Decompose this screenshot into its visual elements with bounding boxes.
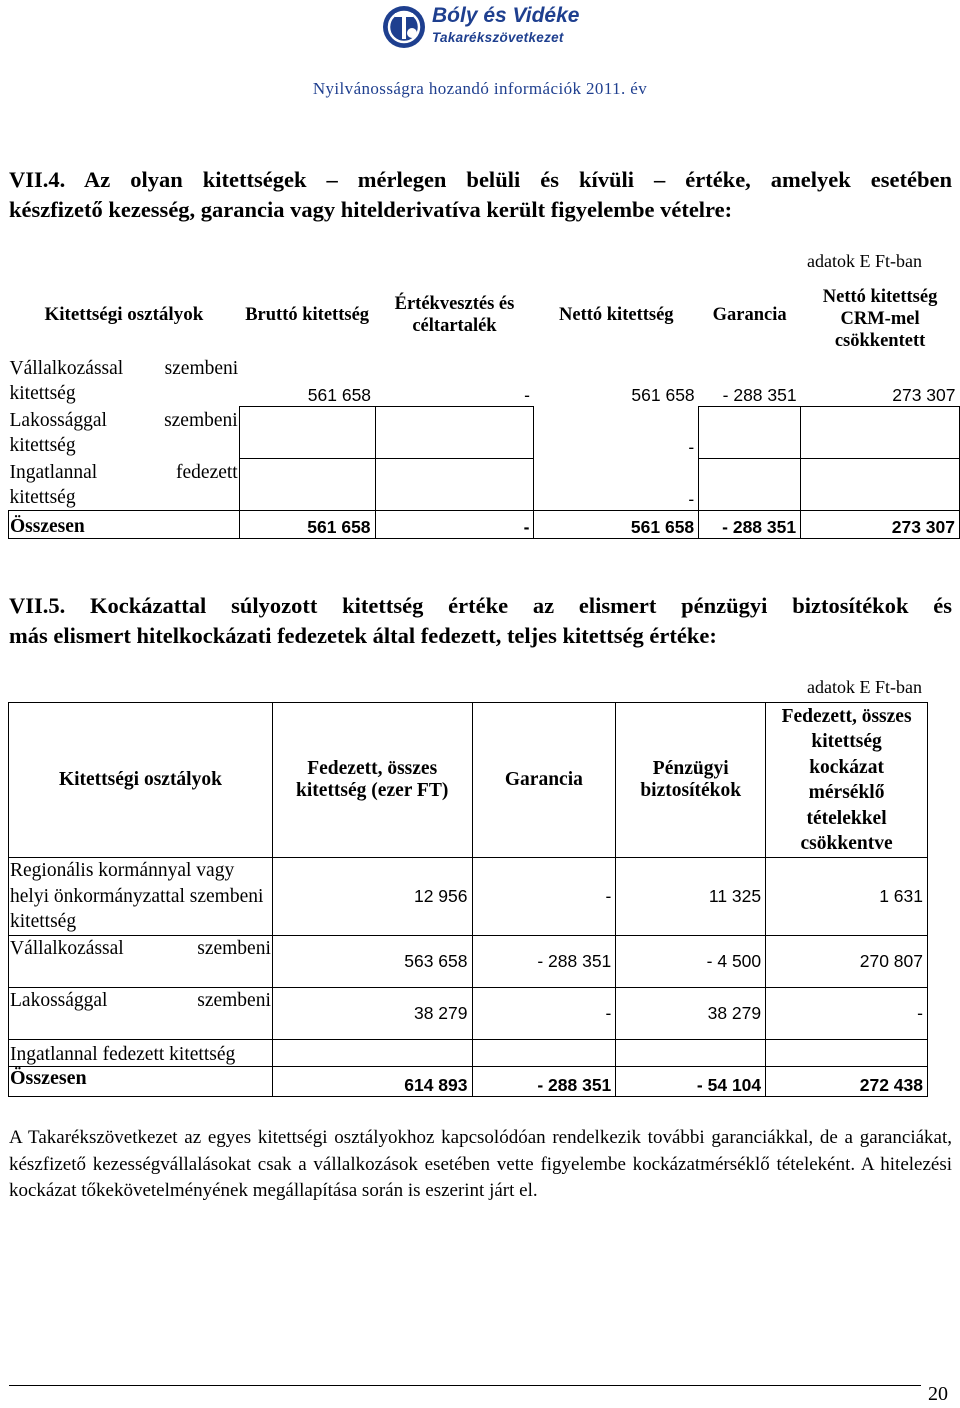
table-row (9, 458, 960, 510)
total-garancia: - 288 351 (699, 510, 801, 538)
cell-fedezett: 563 658 (272, 936, 472, 988)
cell-csokkentve: 1 631 (766, 858, 928, 936)
row-label: Regionális kormánnyal vagy helyi önkormányzattal szembeni kitettség (9, 858, 273, 936)
cell-brutto (239, 458, 375, 510)
row-label-line1: Vállalkozással szembeni (10, 938, 271, 959)
cell-garancia: - (472, 858, 616, 936)
cell-penzugyi: - 4 500 (616, 936, 766, 988)
table-row (9, 1040, 928, 1067)
cell-fedezett (272, 1040, 472, 1067)
cell-garancia (699, 406, 801, 458)
section1-heading-line1: VII.4. Az olyan kitettségek – mérlegen belüli és kívüli – értéke, amelyek esetében (9, 167, 952, 192)
cell-ertekvesztes: - (524, 384, 530, 405)
row-label-cont: kitettség (9, 486, 76, 508)
s1-col-header-ertekvesztes: Értékvesztés és céltartalék (394, 293, 515, 336)
table-row (9, 354, 960, 406)
cell-garancia: - (472, 988, 616, 1040)
row-label-cont: kitettség (9, 383, 76, 404)
cell-penzugyi (616, 1040, 766, 1067)
section1-unit-label: adatok E Ft-ban (807, 251, 922, 271)
section2-header-row (9, 703, 928, 858)
cell-garancia (699, 458, 801, 510)
s1-col-header-brutto: Bruttó kitettség (245, 304, 370, 325)
section1-table (8, 275, 960, 539)
total-fedezett: 614 893 (272, 1067, 472, 1097)
document-subtitle: Nyilvánosságra hozandó információk 2011. év (312, 79, 648, 98)
table-row (9, 406, 960, 458)
cell-brutto: 561 658 (307, 384, 372, 405)
s1-col-header-garancia: Garancia (712, 304, 787, 325)
s1-col-header-netto: Nettó kitettség (559, 304, 674, 325)
logo-subtitle: Takarékszövetkezet (432, 30, 564, 45)
row-label: Ingatlannal fedezett kitettség (9, 1040, 273, 1067)
cell-ertekvesztes (375, 458, 534, 510)
section2-table (8, 702, 928, 1097)
cell-netto: - (688, 437, 695, 457)
total-garancia: - 288 351 (472, 1067, 616, 1097)
cell-csokkentve: 270 807 (766, 936, 928, 988)
section2-unit-label: adatok E Ft-ban (807, 677, 922, 697)
total-ertekvesztes: - (375, 510, 534, 538)
table-total-row (9, 1067, 928, 1097)
s2-col-header-garancia: Garancia (472, 703, 616, 858)
cell-crm: 273 307 (892, 384, 956, 405)
cell-crm (801, 458, 960, 510)
table-row (9, 988, 928, 1040)
cell-csokkentve: - (766, 988, 928, 1040)
s2-col-header-penzugyi: Pénzügyi biztosítékok (616, 703, 766, 858)
s2-col-header-csokkentve: Fedezett, összes kitettség kockázat mérséklő tételekkel csökkentve (766, 703, 928, 858)
s1-col-header-crm: Nettó kitettség CRM-mel csökkentett (822, 286, 938, 351)
table-row (9, 858, 928, 936)
s2-col-header-fedezett: Fedezett, összes kitettség (ezer FT) (272, 703, 472, 858)
cell-penzugyi: 38 279 (616, 988, 766, 1040)
cell-garancia (472, 1040, 616, 1067)
row-label (9, 936, 273, 988)
row-label (9, 988, 273, 1040)
table-row (9, 936, 928, 988)
footer-divider (9, 1385, 921, 1386)
total-label: Összesen (9, 510, 240, 538)
logo-emblem-icon (380, 2, 428, 52)
cell-crm (801, 406, 960, 458)
logo-wordmark: Bóly és Vidéke (432, 4, 580, 27)
cell-garancia: - 288 351 (722, 384, 797, 405)
body-paragraph: A Takarékszövetkezet az egyes kitettségi osztályokhoz kapcsolódóan rendelkezik további garanciákkal, de a garanciákat, készfizető kezességvállalásokat csak a vállalkozások esetében vette figyelembe kockázatmérséklő tételeként. A hitelezési kockázat tőkekövetelményének megállapítása során is eszerint járt el. (9, 1127, 952, 1201)
total-label: Összesen (9, 1067, 273, 1097)
row-label: Vállalkozással szembeni (9, 358, 239, 379)
s1-col-header-class: Kitettségi osztályok (44, 303, 204, 325)
row-label: Ingatlannal fedezett (9, 461, 238, 483)
page-number: 20 (928, 1383, 948, 1405)
row-label-cont: kitettség (9, 435, 76, 456)
cell-fedezett: 38 279 (272, 988, 472, 1040)
total-crm: 273 307 (801, 510, 960, 538)
section1-header-row (9, 275, 960, 354)
total-netto: 561 658 (534, 510, 699, 538)
cell-fedezett: 12 956 (272, 858, 472, 936)
section2-heading-line1: VII.5. Kockázattal súlyozott kitettség értéke az elismert pénzügyi biztosítékok és (9, 593, 952, 618)
cell-netto: - (688, 488, 695, 509)
cell-netto: 561 658 (631, 385, 695, 405)
cell-ertekvesztes (375, 406, 534, 458)
cell-penzugyi: 11 325 (616, 858, 766, 936)
s2-col-header-class: Kitettségi osztályok (9, 703, 273, 858)
cell-brutto (239, 406, 375, 458)
section1-heading-line2: készfizető kezesség, garancia vagy hitelderivatíva került figyelembe vételre: (9, 197, 733, 222)
cell-csokkentve (766, 1040, 928, 1067)
section2-heading-line2: más elismert hitelkockázati fedezetek által fedezett, teljes kitettség értéke: (9, 623, 717, 648)
total-brutto: 561 658 (239, 510, 375, 538)
total-penzugyi: - 54 104 (616, 1067, 766, 1097)
total-csokkentve: 272 438 (766, 1067, 928, 1097)
table-total-row (9, 510, 960, 538)
row-label: Lakossággal szembeni (9, 410, 238, 431)
row-label-line1: Lakossággal szembeni (10, 990, 271, 1011)
cell-garancia: - 288 351 (472, 936, 616, 988)
